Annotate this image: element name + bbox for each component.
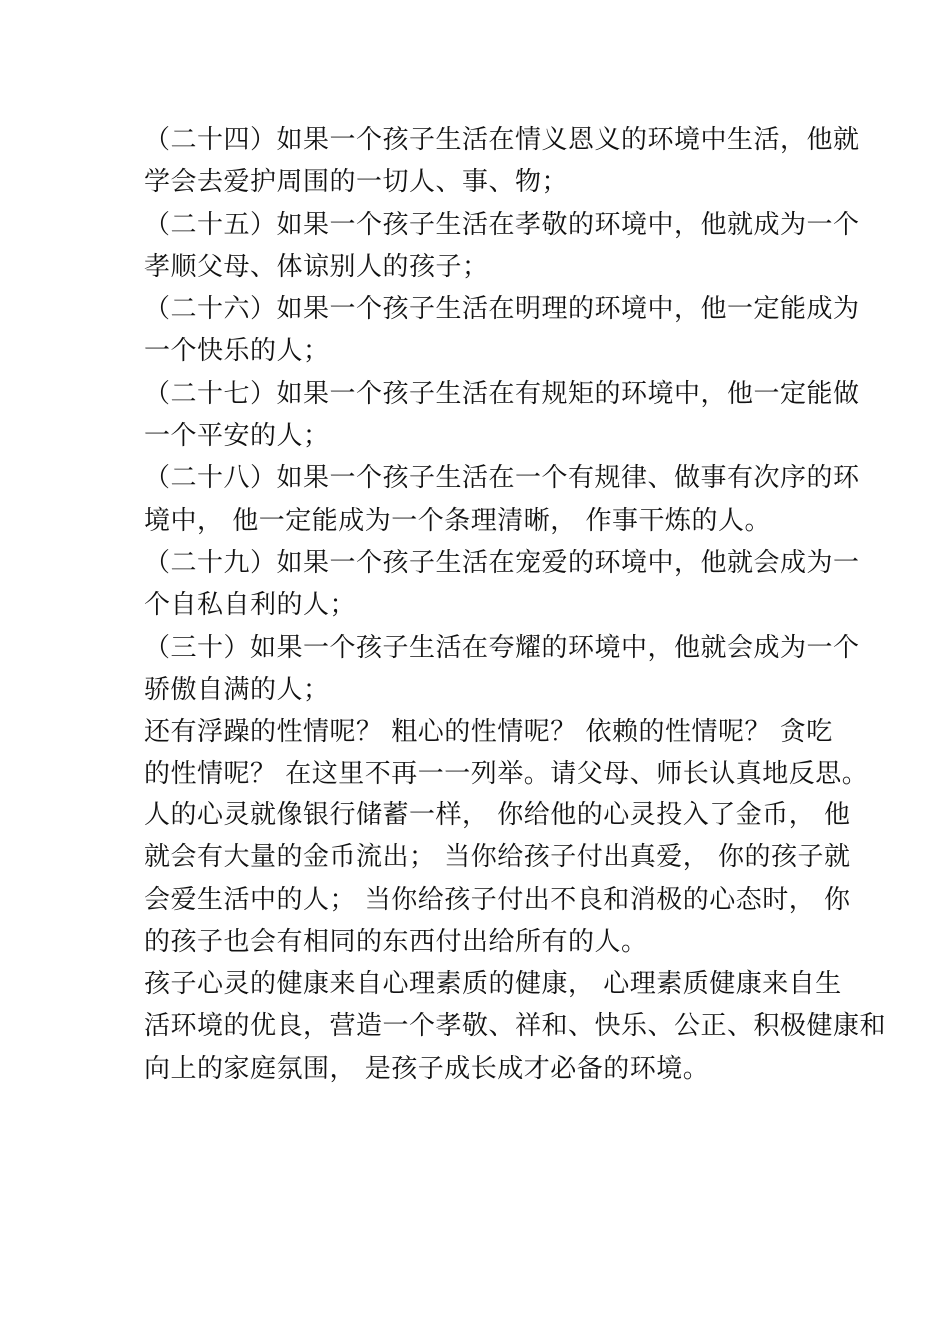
text-line: 的孩子也会有相同的东西付出给所有的人。: [144, 926, 648, 957]
text-line: 境中， 他一定能成为一个条理清晰， 作事干炼的人。: [144, 505, 772, 536]
text-line: 一个平安的人；: [144, 421, 330, 452]
text-line: （二十九）如果一个孩子生活在宠爱的环境中，他就会成为一: [144, 547, 860, 578]
text-line: （二十七）如果一个孩子生活在有规矩的环境中，他一定能做: [144, 378, 860, 409]
text-line: 就会有大量的金币流出； 当你给孩子付出真爱， 你的孩子就: [144, 842, 851, 873]
text-line: （三十）如果一个孩子生活在夸耀的环境中，他就会成为一个: [144, 632, 860, 663]
section-1: [144, 119, 869, 796]
text-line: 人的心灵就像银行储蓄一样， 你给他的心灵投入了金币， 他: [144, 800, 851, 830]
text-line: （二十八）如果一个孩子生活在一个有规律、做事有次序的环: [144, 463, 860, 494]
text-line: 的性情呢？ 在这里不再一一列举。请父母、师长认真地反思。: [144, 759, 869, 790]
text-line: 学会去爱护周围的一切人、事、物；: [144, 167, 569, 198]
text-line: 个自私自利的人；: [144, 590, 357, 621]
text-line: 还有浮躁的性情呢？ 粗心的性情呢？ 依赖的性情呢？ 贪吃: [144, 717, 833, 748]
text-line: （二十五）如果一个孩子生活在孝敬的环境中，他就成为一个: [144, 209, 860, 240]
text-line: 孩子心灵的健康来自心理素质的健康， 心理素质健康来自生: [144, 969, 842, 1000]
section-2: [144, 794, 887, 1090]
text-line: 向上的家庭氛围， 是孩子成长成才必备的环境。: [144, 1053, 710, 1084]
text-line: 一个快乐的人；: [144, 336, 330, 367]
text-line: 孝顺父母、体谅别人的孩子；: [144, 251, 489, 282]
text-line: 会爱生活中的人； 当你给孩子付出不良和消极的心态时， 你: [144, 884, 851, 915]
text-line: 骄傲自满的人；: [144, 674, 330, 705]
text-line: （二十四）如果一个孩子生活在情义恩义的环境中生活，他就: [144, 125, 860, 155]
text-line: （二十六）如果一个孩子生活在明理的环境中，他一定能成为: [144, 294, 860, 325]
text-line: 活环境的优良，营造一个孝敬、祥和、快乐、公正、积极健康和: [144, 1011, 887, 1042]
